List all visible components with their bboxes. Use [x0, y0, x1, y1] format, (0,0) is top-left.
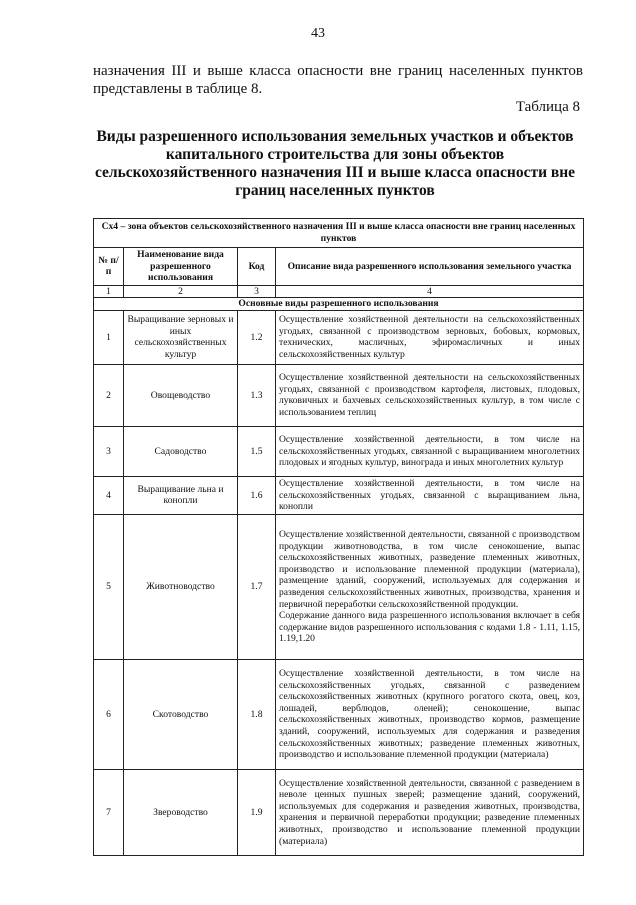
table-row — [94, 769, 584, 855]
row-description — [276, 426, 584, 476]
row-code: 1.8 — [238, 659, 276, 769]
row-description-text: Осуществление хозяйственной деятельности, в том числе на сельскохозяйственных угодьях, связанной с разведением сельскохозяйственных животных (крупного рогатого скота, овец, коз, лошадей, верблюдов, оленей); сенокошение, выпас сельскохозяйственных животных, производство кормов, размещение зданий, сооружений, используемых для содержания и разведения сельскохозяйственных животных; разведение племенных животных, производство и использование племенной продукции (материала) — [279, 668, 581, 761]
table-row — [94, 426, 584, 476]
row-code: 1.3 — [238, 364, 276, 426]
row-description-note: Содержание данного вида разрешенного использования включает в себя содержание видов разрешенного использования с кодами 1.8 - 1.11, 1.15, 1.19,1.20 — [279, 610, 581, 645]
col-header-description: Описание вида разрешенного использования земельного участка — [276, 248, 584, 286]
row-use-name: Скотоводство — [124, 659, 238, 769]
row-use-name: Выращивание льна и конопли — [124, 476, 238, 514]
row-description — [276, 364, 584, 426]
table-title: Виды разрешенного использования земельных участков и объектов капитального строительства для зоны объектов сельскохозяйственного назначения III и выше класса опасности вне границ населенных пунктов — [94, 128, 576, 199]
table-row — [94, 659, 584, 769]
row-code: 1.5 — [238, 426, 276, 476]
permitted-use-table — [93, 218, 584, 856]
row-number: 6 — [94, 659, 124, 769]
row-description-text: Осуществление хозяйственной деятельности, связанной с разведением в неволе ценных пушных зверей; размещение зданий, сооружений, используемых для содержания и разведения животных, производства, хранения и первичной переработки продукции; разведение племенных животных, производство и использование племенной продукции (материала) — [279, 777, 581, 847]
intro-paragraph: назначения III и выше класса опасности вне границ населенных пунктов представлены в таблице 8. — [93, 63, 583, 97]
row-description — [276, 659, 584, 769]
zone-header: Сх4 – зона объектов сельскохозяйственного назначения III и выше класса опасности вне границ населенных пунктов — [94, 219, 584, 248]
page-number: 43 — [311, 26, 325, 41]
row-use-name: Овощеводство — [124, 364, 238, 426]
col-header-number: № п/п — [94, 248, 124, 286]
table-row — [94, 514, 584, 659]
row-description-text: Осуществление хозяйственной деятельности на сельскохозяйственных угодьях, связанной с производством зерновых, бобовых, кормовых, технических, масличных, эфиромасличных и иных сельскохозяйственных культур — [279, 314, 581, 361]
table-row — [94, 310, 584, 364]
row-description — [276, 769, 584, 855]
col-header-name: Наименование вида разрешенного использования — [124, 248, 238, 286]
row-use-name: Садоводство — [124, 426, 238, 476]
col-number-2: 2 — [124, 285, 238, 298]
row-use-name: Выращивание зерновых и иных сельскохозяйственных культур — [124, 310, 238, 364]
section-title: Основные виды разрешенного использования — [94, 298, 584, 311]
row-code: 1.7 — [238, 514, 276, 659]
table-row — [94, 364, 584, 426]
table-row — [94, 476, 584, 514]
row-number: 3 — [94, 426, 124, 476]
row-number: 5 — [94, 514, 124, 659]
row-description-text: Осуществление хозяйственной деятельности, в том числе на сельскохозяйственных угодьях, связанной с выращиванием льна, конопли — [279, 478, 581, 513]
col-number-3: 3 — [238, 285, 276, 298]
row-number: 1 — [94, 310, 124, 364]
row-code: 1.6 — [238, 476, 276, 514]
table-label: Таблица 8 — [515, 99, 580, 115]
row-number: 4 — [94, 476, 124, 514]
row-code: 1.2 — [238, 310, 276, 364]
row-description — [276, 310, 584, 364]
row-description — [276, 476, 584, 514]
row-use-name: Звероводство — [124, 769, 238, 855]
row-description-text: Осуществление хозяйственной деятельности, в том числе на сельскохозяйственных угодьях, связанной с выращиванием многолетних плодовых и ягодных культур, винограда и иных многолетних культур — [279, 434, 581, 469]
row-description-text: Осуществление хозяйственной деятельности на сельскохозяйственных угодьях, связанной с производством картофеля, листовых, плодовых, луковичных и бахчевых сельскохозяйственных культур, в том числе с использованием теплиц — [279, 372, 581, 419]
row-use-name: Животноводство — [124, 514, 238, 659]
row-number: 7 — [94, 769, 124, 855]
col-number-1: 1 — [94, 285, 124, 298]
row-description-text: Осуществление хозяйственной деятельности, связанной с производством продукции животноводства, в том числе сенокошение, выпас сельскохозяйственных животных, разведение племенных животных, производство и использование племенной продукции (материала), размещение зданий, сооружений, используемых для содержания и разведения сельскохозяйственных животных, производства, хранения и первичной переработки сельскохозяйственной продукции. — [279, 529, 581, 610]
row-code: 1.9 — [238, 769, 276, 855]
col-header-code: Код — [238, 248, 276, 286]
row-number: 2 — [94, 364, 124, 426]
col-number-4: 4 — [276, 285, 584, 298]
row-description — [276, 514, 584, 659]
